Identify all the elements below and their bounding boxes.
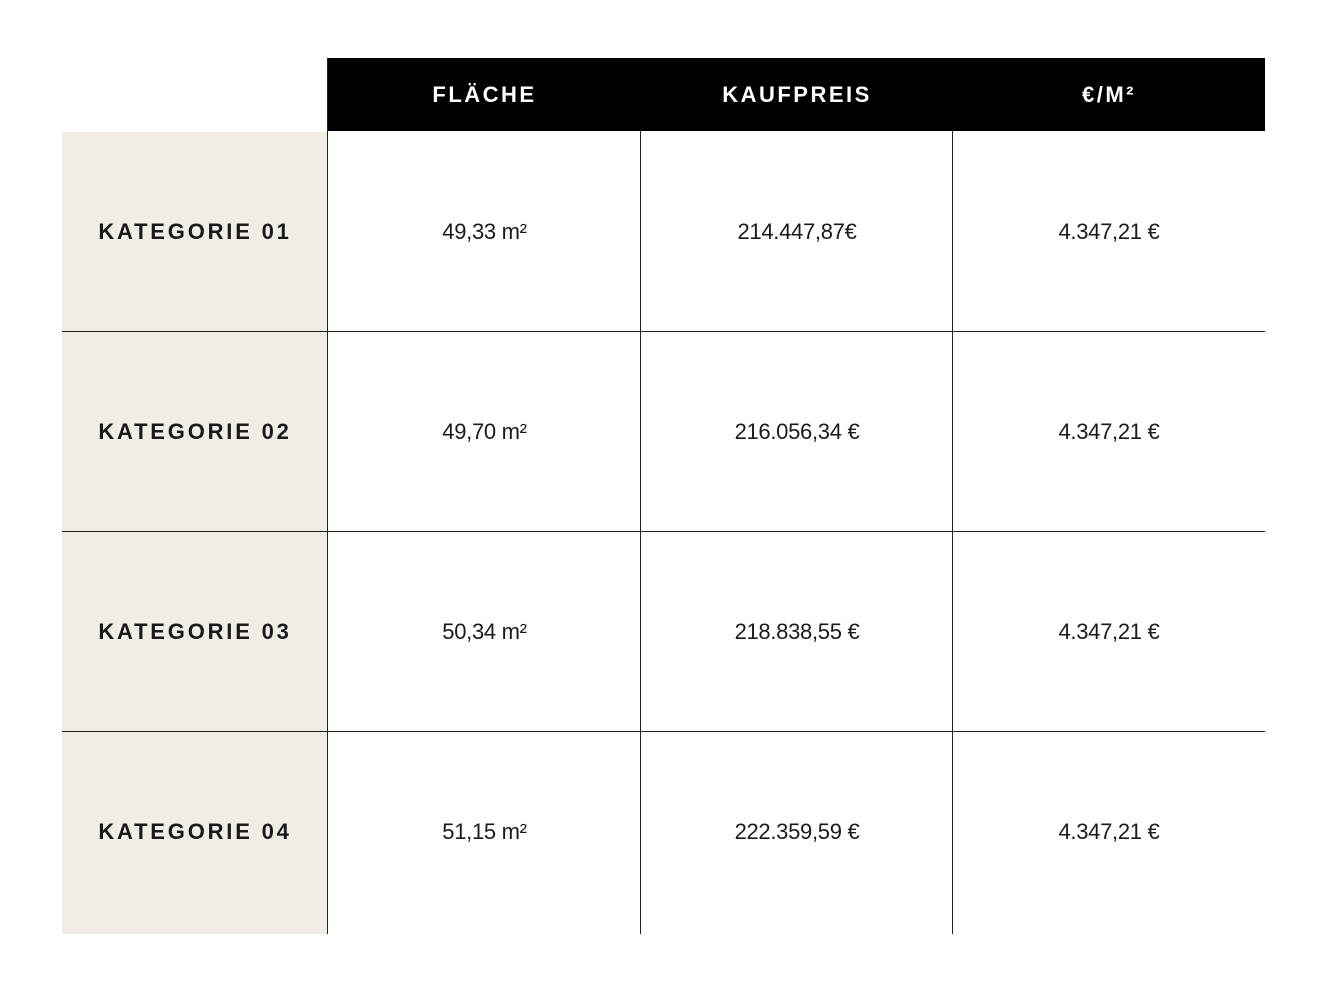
header-kaufpreis: KAUFPREIS [722,81,872,107]
cell-kaufpreis: 222.359,59 € [734,819,860,844]
table-row [62,132,1265,332]
cell-flaeche: 50,34 m² [442,619,527,644]
grid-line-vertical [952,131,953,934]
header-flaeche: FLÄCHE [432,81,537,107]
grid-line-horizontal [62,331,1265,332]
grid-line-horizontal [62,731,1265,732]
cell-flaeche: 49,70 m² [442,419,527,444]
table-row [62,532,1265,732]
cell-flaeche: 49,33 m² [442,219,527,244]
grid-line-vertical [327,58,328,934]
table-header [328,58,1265,131]
cell-kaufpreis: 218.838,55 € [734,619,860,644]
cell-flaeche: 51,15 m² [442,819,527,844]
grid-line-vertical [640,131,641,934]
cell-preis-pro-m2: 4.347,21 € [1058,219,1160,244]
row-label: KATEGORIE 03 [98,619,292,644]
table-row [62,332,1265,532]
row-label: KATEGORIE 01 [98,219,292,244]
price-table [62,58,1265,934]
cell-preis-pro-m2: 4.347,21 € [1058,419,1160,444]
header-preis-pro-m2: €/M² [1082,81,1136,107]
cell-preis-pro-m2: 4.347,21 € [1058,819,1160,844]
grid-line-horizontal [62,531,1265,532]
row-label: KATEGORIE 02 [98,419,292,444]
cell-kaufpreis: 214.447,87€ [737,219,857,244]
row-label: KATEGORIE 04 [98,819,292,844]
cell-preis-pro-m2: 4.347,21 € [1058,619,1160,644]
table-row [62,732,1265,932]
cell-kaufpreis: 216.056,34 € [734,419,860,444]
